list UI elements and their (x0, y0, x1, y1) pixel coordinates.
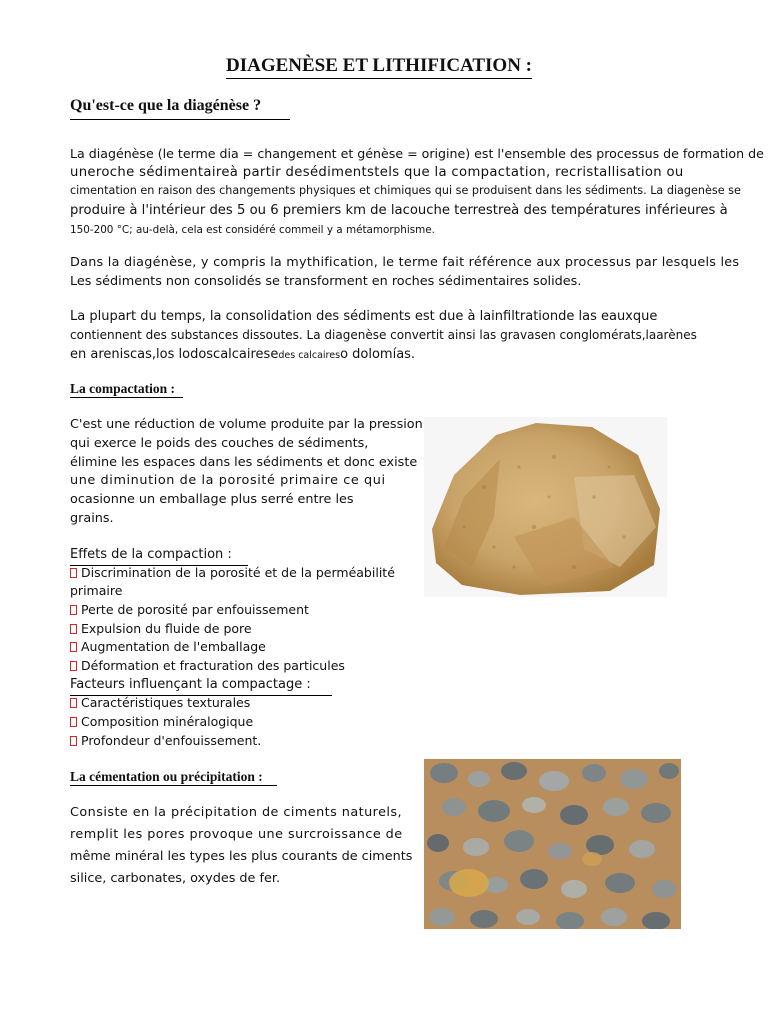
list-item-text: Discrimination de la porosité et de la perméabilité (81, 565, 395, 580)
page-title: DIAGENÈSE ET LITHIFICATION : (226, 55, 532, 79)
list-item-text: Expulsion du fluide de pore (81, 621, 252, 636)
bullet-box-icon (70, 624, 77, 634)
section-heading-compaction: La compactation : (70, 381, 183, 398)
list-item-text: Composition minéralogique (81, 714, 254, 729)
compaction-description (70, 416, 425, 529)
factors-heading-text: Facteurs influençant la compactage : (70, 676, 332, 696)
paragraph-text: en areniscas,los lodoscalcairese (70, 347, 279, 362)
compaction-line: ocasionne un emballage plus serré entre les (70, 492, 354, 508)
compaction-line: une diminution de la porosité primaire ce qui (70, 473, 386, 489)
paragraph-line: Les sédiments non consolidés se transforment en roches sédimentaires solides. (70, 274, 582, 289)
sandstone-rock-image (424, 417, 667, 597)
paragraph-line-text: contiennent des substances dissoutes. La diagenèse convertit ainsi las gravasen conglomérats,laarènes (70, 328, 697, 342)
intro-line: 150-200 °C; au-delà, cela est considéré commeil y a métamorphisme. (70, 224, 435, 236)
compaction-line: C'est une réduction de volume produite par la pression (70, 417, 423, 432)
compaction-line: qui exerce le poids des couches de sédiments, (70, 435, 369, 451)
list-item-text: primaire (70, 583, 123, 598)
paragraph-consolidation (70, 307, 722, 365)
section-heading-diagenese: Qu'est-ce que la diagénèse ? (70, 97, 290, 120)
bullet-box-icon (70, 661, 77, 671)
cementation-line: Consiste en la précipitation de ciments naturels, (70, 805, 403, 820)
list-item-text: Caractéristiques texturales (81, 695, 251, 710)
paragraph-text-small: des calcaires (278, 350, 341, 361)
list-item (70, 732, 261, 752)
list-item-continuation (70, 582, 122, 602)
list-item-text: Déformation et fracturation des particules (81, 658, 345, 673)
effects-heading-text: Effets de la compaction : (70, 546, 248, 566)
paragraph-text: o dolomías. (340, 347, 416, 362)
list-item-text: Profondeur d'enfouissement. (81, 733, 262, 748)
compaction-line: élimine les espaces dans les sédiments et donc existe (70, 454, 418, 470)
paragraph-line (70, 345, 722, 365)
list-item (70, 657, 345, 677)
conglomerate-rock-image (424, 759, 681, 929)
compaction-line: grains. (70, 510, 114, 526)
list-item (70, 564, 395, 584)
intro-line: cimentation en raison des changements physiques et chimiques qui se produisent dans les sédiments. La diagenèse se (70, 184, 741, 197)
paragraph-line: Dans la diagénèse, y compris la mythification, le terme fait référence aux processus par lesquels les (70, 255, 740, 270)
cementation-line: même minéral les types les plus courants de ciments (70, 849, 413, 864)
list-item-text: Perte de porosité par enfouissement (81, 602, 309, 617)
effects-heading (70, 546, 248, 566)
bullet-box-icon (70, 717, 77, 727)
paragraph-line (70, 326, 722, 345)
bullet-box-icon (70, 568, 77, 578)
conglomerate-illustration (424, 759, 681, 929)
list-item-text: Augmentation de l'emballage (81, 639, 266, 654)
list-item (70, 713, 253, 733)
list-item (70, 601, 309, 621)
cementation-description (70, 802, 415, 890)
paragraph-lithification (70, 253, 740, 291)
bullet-box-icon (70, 698, 77, 708)
list-item (70, 620, 252, 640)
section-heading-cementation: La cémentation ou précipitation : (70, 769, 277, 786)
factors-heading (70, 676, 332, 696)
bullet-box-icon (70, 736, 77, 746)
intro-line: uneroche sédimentaireà partir desédimentstels que la compactation, recristallisation ou (70, 165, 684, 180)
intro-line: produire à l'intérieur des 5 ou 6 premiers km de lacouche terrestreà des températures inférieures à (70, 203, 728, 218)
bullet-box-icon (70, 605, 77, 615)
intro-line: La diagénèse (le terme dia = changement et génèse = origine) est l'ensemble des processus de formation de (70, 146, 764, 161)
bullet-box-icon (70, 642, 77, 652)
cementation-line: remplit les pores provoque une surcroissance de (70, 827, 403, 842)
paragraph-line: La plupart du temps, la consolidation des sédiments est due à lainfiltrationde las eauxque (70, 309, 658, 324)
intro-paragraph (70, 144, 764, 239)
cementation-line: silice, carbonates, oxydes de fer. (70, 871, 281, 886)
list-item (70, 638, 266, 658)
list-item (70, 694, 250, 714)
sandstone-rock-illustration (424, 417, 667, 597)
